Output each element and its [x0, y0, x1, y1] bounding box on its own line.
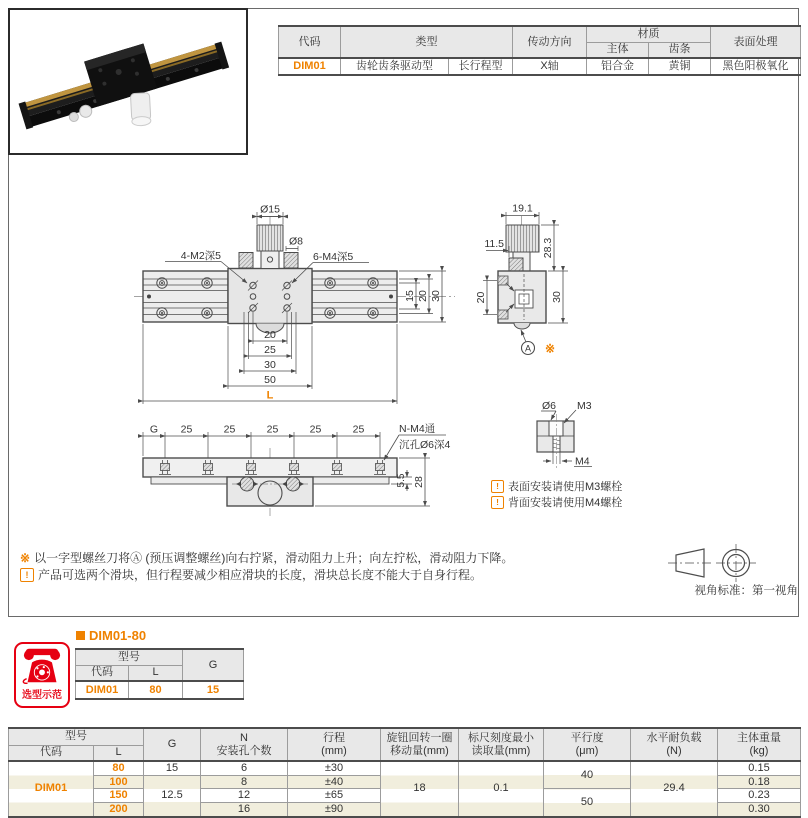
- dim-label-m3: M3: [577, 400, 592, 412]
- product-photo-image: [10, 10, 242, 149]
- dim-label-pitch: 25: [352, 423, 365, 436]
- note-slider-text: 产品可选两个滑块，但行程要减少相应滑块的长度，滑块总长度不能大于自身行程。: [38, 568, 483, 582]
- dim-label-28-3: 28.3: [542, 237, 554, 259]
- cell-l: 80: [94, 761, 144, 775]
- mount-note-m4: [491, 494, 622, 510]
- cell-l: 80: [129, 681, 183, 699]
- info-icon: !: [491, 496, 504, 509]
- info-icon: !: [20, 568, 34, 582]
- view-standard-label: 视角标准：第一视角: [694, 585, 798, 597]
- cell-scale-reading: 0.1: [459, 761, 544, 817]
- dim-label-20-side: 20: [475, 291, 487, 304]
- dim-label-dia6: Ø6: [541, 400, 556, 412]
- note-adjust: [20, 549, 513, 566]
- col-header-l: L: [129, 665, 183, 681]
- dim-label-L: L: [266, 389, 274, 402]
- dim-label-30-side: 30: [551, 291, 563, 303]
- info-icon: !: [491, 480, 504, 493]
- cell-parallelism: 40: [544, 761, 631, 789]
- cell-code: DIM01: [279, 58, 341, 75]
- selection-heading: [76, 628, 146, 643]
- label-n-m4: N-M4通: [399, 423, 436, 435]
- telephone-icon: [20, 647, 64, 685]
- cell-knob-travel: 18: [381, 761, 459, 817]
- selection-badge-label: 选型示范: [22, 690, 62, 701]
- col-header-g: G: [183, 649, 244, 681]
- col-header-g: G: [144, 728, 201, 761]
- cell-type2: 长行程型: [449, 58, 513, 75]
- cell-stroke: ±40: [288, 775, 381, 789]
- col-header-material-rack: 齿条: [649, 42, 711, 58]
- col-header-material: 材质: [587, 26, 711, 42]
- cell-holes: 8: [201, 775, 288, 789]
- col-header-code: 代码: [279, 26, 341, 58]
- table-row-80: [9, 761, 801, 775]
- technical-drawing: [8, 155, 798, 520]
- cell-type1: 齿轮齿条驱动型: [341, 58, 449, 75]
- dim-label-pitch: 25: [266, 423, 279, 436]
- cell-direction: X轴: [513, 58, 587, 75]
- col-header-holes: N 安装孔个数: [201, 728, 288, 761]
- col-header-knob-travel: 旋钮回转一圈 移动量(mm): [381, 728, 459, 761]
- asterisk-mark: ※: [20, 550, 31, 565]
- cell-weight: 0.15: [718, 761, 801, 775]
- cell-load: 29.4: [631, 761, 718, 817]
- col-header-load: 水平耐负载 (N): [631, 728, 718, 761]
- dim-label-g: G: [149, 423, 159, 436]
- dim-label-30: 30: [264, 359, 276, 371]
- label-m4-holes: 6-M4深5: [313, 251, 354, 263]
- dim-label-pitch: 25: [309, 423, 322, 436]
- selection-example-table: [75, 648, 244, 700]
- cell-g: 15: [183, 681, 244, 699]
- cell-l: 200: [94, 802, 144, 816]
- table-row: [76, 681, 244, 699]
- col-header-code: 代码: [76, 665, 129, 681]
- dim-label-dia8: Ø8: [288, 235, 304, 248]
- cell-l: 150: [94, 789, 144, 803]
- dim-label-15: 15: [404, 290, 416, 302]
- col-header-l: L: [94, 745, 144, 761]
- first-angle-projection-icon: [664, 543, 798, 583]
- table-row: [279, 58, 801, 75]
- type-summary-table: [278, 25, 801, 76]
- cell-weight: 0.30: [718, 802, 801, 816]
- ref-balloon-a: A: [524, 343, 532, 354]
- mount-note-m4-text: 背面安装请使用M4螺栓: [508, 497, 623, 509]
- dim-label-50: 50: [264, 374, 276, 386]
- cell-stroke: ±65: [288, 789, 381, 803]
- label-counterbore: 沉孔Ø6深4: [399, 439, 451, 451]
- col-header-parallelism: 平行度 (μm): [544, 728, 631, 761]
- cell-g: 12.5: [144, 775, 201, 816]
- dim-label-20v: 20: [417, 290, 429, 302]
- col-header-stroke: 行程 (mm): [288, 728, 381, 761]
- dim-label-pitch: 25: [223, 423, 236, 436]
- product-photo-box: [8, 8, 248, 155]
- selection-heading-text: DIM01-80: [89, 628, 147, 643]
- col-header-scale-reading: 标尺刻度最小 读取量(mm): [459, 728, 544, 761]
- cell-holes: 6: [201, 761, 288, 775]
- mount-note-m3: [491, 478, 622, 494]
- cell-code: DIM01: [9, 761, 94, 817]
- col-header-surface: 表面处理: [711, 26, 801, 58]
- cell-g: 15: [144, 761, 201, 775]
- col-header-model: 型号: [76, 649, 183, 665]
- col-header-material-body: 主体: [587, 42, 649, 58]
- selection-example-badge: [14, 642, 70, 708]
- col-header-type: 类型: [341, 26, 513, 58]
- dim-label-30v: 30: [430, 290, 442, 302]
- dim-label-25: 25: [264, 344, 276, 356]
- col-header-direction: 传动方向: [513, 26, 587, 58]
- cell-l: 100: [94, 775, 144, 789]
- bullet-square-icon: [76, 631, 85, 640]
- cell-stroke: ±90: [288, 802, 381, 816]
- dim-label-m4: M4: [575, 455, 590, 468]
- specification-table: [8, 727, 801, 818]
- cell-body-material: 铝合金: [587, 58, 649, 75]
- col-header-model: 型号: [9, 728, 144, 745]
- cell-rack-material: 黄铜: [649, 58, 711, 75]
- dim-label-28: 28: [413, 476, 425, 488]
- cell-holes: 16: [201, 802, 288, 816]
- cell-holes: 12: [201, 789, 288, 803]
- note-adjust-text: 以一字型螺丝刀将Ⓐ (预压调整螺丝)向右拧紧，滑动阻力上升；向左拧松，滑动阻力下降。: [34, 551, 514, 565]
- dim-label-pitch: 25: [180, 423, 193, 436]
- cell-stroke: ±30: [288, 761, 381, 775]
- adjust-star-mark: ※: [545, 341, 556, 356]
- dim-label-19-1: 19.1: [512, 202, 533, 215]
- dim-label-11-5: 11.5: [484, 238, 504, 250]
- note-slider: [20, 566, 482, 583]
- dim-label-20: 20: [264, 329, 276, 341]
- col-header-weight: 主体重量 (kg): [718, 728, 801, 761]
- mount-note-m3-text: 表面安装请使用M3螺栓: [508, 481, 623, 493]
- cell-code: DIM01: [76, 681, 129, 699]
- dim-label-dia15: Ø15: [260, 203, 280, 216]
- cell-parallelism: 50: [544, 789, 631, 817]
- cell-weight: 0.18: [718, 775, 801, 789]
- dim-label-5-5: 5.5: [396, 473, 407, 488]
- label-m2-holes: 4-M2深5: [180, 250, 221, 262]
- col-header-code: 代码: [9, 745, 94, 761]
- cell-weight: 0.23: [718, 789, 801, 803]
- cell-surface: 黑色阳极氧化: [711, 58, 801, 75]
